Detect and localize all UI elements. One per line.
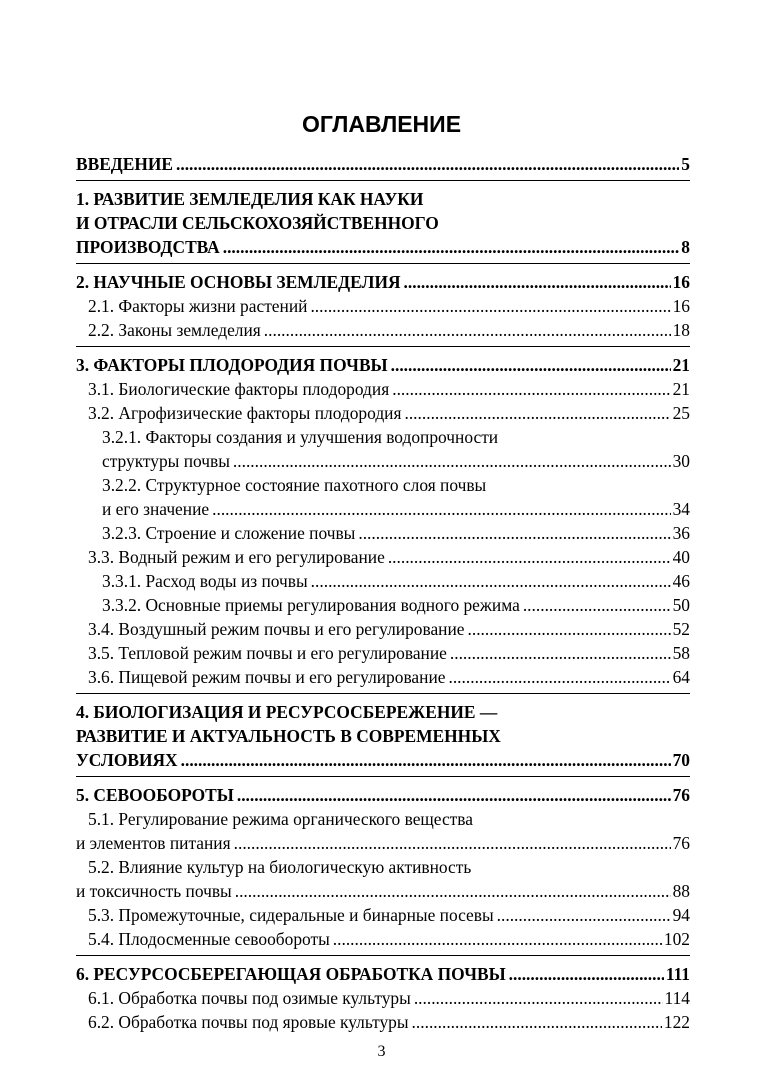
toc-entry-row: [102, 569, 690, 593]
section-divider: [76, 263, 690, 264]
toc-entry: [76, 962, 690, 986]
toc-entry: [76, 855, 690, 903]
toc-entry-row: [76, 879, 690, 903]
dot-leader: [310, 294, 670, 318]
toc-page-number: 30: [672, 451, 690, 471]
dot-leader: [358, 521, 670, 545]
toc-entry-row: [102, 593, 690, 617]
toc-entry: [102, 569, 690, 593]
toc-entry-title: УСЛОВИЯХ: [76, 750, 178, 770]
toc-entry: [76, 807, 690, 855]
dot-leader: [223, 235, 680, 259]
toc-entry-title: 3.2. Агрофизические факторы плодородия: [88, 403, 402, 423]
toc-page-number: 76: [672, 833, 690, 853]
dot-leader: [404, 270, 671, 294]
toc-entry-row: [88, 903, 690, 927]
dot-leader: [212, 497, 670, 521]
toc-entry-title: 3.2.3. Строение и сложение почвы: [102, 523, 356, 543]
toc-entry-title: 3.3. Водный режим и его регулирование: [88, 547, 385, 567]
toc-entry-row: [76, 235, 690, 259]
toc-entry-title: 6.1. Обработка почвы под озимые культуры: [88, 988, 411, 1008]
toc-entry: [88, 617, 690, 641]
toc-entry-title-line: РАЗВИТИЕ И АКТУАЛЬНОСТЬ В СОВРЕМЕННЫХ: [76, 726, 501, 746]
toc-entry-title: 3.1. Биологические факторы плодородия: [88, 379, 390, 399]
dot-leader: [497, 903, 671, 927]
toc-entry: [76, 353, 690, 377]
toc-entry-title-line: 5.2. Влияние культур на биологическую активность: [88, 857, 472, 877]
dot-leader: [234, 831, 671, 855]
toc-page-number: 64: [672, 667, 690, 687]
dot-leader: [448, 665, 670, 689]
toc-entry: [88, 294, 690, 318]
toc-entry-title: 2. НАУЧНЫЕ ОСНОВЫ ЗЕМЛЕДЕЛИЯ: [76, 272, 401, 292]
toc-page-number: 21: [672, 355, 690, 375]
toc-entry-title: 5. СЕВООБОРОТЫ: [76, 785, 234, 805]
toc-entry-title: и токсичность почвы: [76, 881, 232, 901]
toc-entry: [88, 1010, 690, 1034]
dot-leader: [235, 879, 671, 903]
toc-entry: [88, 545, 690, 569]
dot-leader: [391, 353, 671, 377]
toc-entry: [88, 318, 690, 342]
toc-entry-title: ВВЕДЕНИЕ: [76, 154, 174, 174]
toc-entry-title: 3. ФАКТОРЫ ПЛОДОРОДИЯ ПОЧВЫ: [76, 355, 388, 375]
toc-entry-title-line: 3.2.2. Структурное состояние пахотного слоя почвы: [102, 475, 487, 495]
toc-page-number: 36: [672, 523, 690, 543]
dot-leader: [450, 641, 671, 665]
toc-page-number: 102: [663, 929, 690, 949]
toc-entry-row: [88, 294, 690, 318]
toc-entry-title: 2.2. Законы земледелия: [88, 320, 261, 340]
toc-entry: [88, 377, 690, 401]
dot-leader: [404, 401, 670, 425]
toc-entry-title: 3.3.2. Основные приемы регулирования водного режима: [102, 595, 520, 615]
toc-entry-row: [76, 353, 690, 377]
toc-entry-title: ПРОИЗВОДСТВА: [76, 237, 220, 257]
toc-entry-row: [88, 318, 690, 342]
dot-leader: [237, 783, 671, 807]
section-divider: [76, 346, 690, 347]
toc-page-number: 25: [672, 403, 690, 423]
toc-entry: [102, 425, 690, 473]
toc-entry-row: [76, 831, 690, 855]
dot-leader: [333, 927, 662, 951]
dot-leader: [468, 617, 671, 641]
toc-entry-row: [88, 1010, 690, 1034]
toc-page-number: 50: [672, 595, 690, 615]
toc-entry-row: [76, 748, 690, 772]
table-of-contents: [76, 152, 690, 1034]
toc-entry-title-line: 5.1. Регулирование режима органического вещества: [88, 809, 473, 829]
toc-page-number: 46: [672, 571, 690, 591]
toc-entry-row: [102, 449, 690, 473]
toc-entry-title: 2.1. Факторы жизни растений: [88, 296, 308, 316]
toc-entry-title: 5.4. Плодосменные севообороты: [88, 929, 330, 949]
toc-entry-title: 3.5. Тепловой режим почвы и его регулирование: [88, 643, 447, 663]
toc-page-number: 8: [681, 237, 690, 257]
toc-entry: [88, 401, 690, 425]
toc-page-number: 18: [672, 320, 690, 340]
toc-entry: [102, 473, 690, 521]
dot-leader: [388, 545, 671, 569]
toc-entry-row: [88, 641, 690, 665]
dot-leader: [233, 449, 671, 473]
toc-entry-row: [76, 270, 690, 294]
toc-entry-row: [76, 962, 690, 986]
toc-entry: [76, 152, 690, 176]
toc-entry: [88, 927, 690, 951]
toc-entry-title: 5.3. Промежуточные, сидеральные и бинарные посевы: [88, 905, 494, 925]
toc-entry-title: и элементов питания: [76, 833, 231, 853]
toc-entry: [88, 986, 690, 1010]
toc-page-number: 16: [672, 272, 690, 292]
toc-entry: [102, 593, 690, 617]
toc-entry-title: 3.6. Пищевой режим почвы и его регулирование: [88, 667, 446, 687]
toc-entry: [88, 665, 690, 689]
toc-entry-row: [88, 401, 690, 425]
dot-leader: [414, 986, 663, 1010]
toc-page-number: 88: [672, 881, 690, 901]
toc-page-number: 111: [665, 964, 690, 984]
toc-page-number: 94: [672, 905, 690, 925]
dot-leader: [509, 962, 664, 986]
toc-entry: [76, 270, 690, 294]
page-title: ОГЛАВЛЕНИЕ: [301, 111, 462, 137]
toc-entry-title-line: 1. РАЗВИТИЕ ЗЕМЛЕДЕЛИЯ КАК НАУКИ: [76, 189, 424, 209]
toc-page-number: 76: [672, 785, 690, 805]
toc-page-number: 34: [672, 499, 690, 519]
dot-leader: [523, 593, 671, 617]
toc-entry-row: [88, 617, 690, 641]
toc-entry-title: 6. РЕСУРСОСБЕРЕГАЮЩАЯ ОБРАБОТКА ПОЧВЫ: [76, 964, 506, 984]
toc-entry-title-line: 3.2.1. Факторы создания и улучшения водопрочности: [102, 427, 499, 447]
dot-leader: [264, 318, 671, 342]
toc-entry-title: 3.4. Воздушный режим почвы и его регулирование: [88, 619, 465, 639]
section-divider: [76, 693, 690, 694]
dot-leader: [392, 377, 670, 401]
toc-entry-row: [88, 665, 690, 689]
toc-page-number: 122: [663, 1012, 690, 1032]
toc-entry: [76, 700, 690, 772]
toc-entry: [88, 903, 690, 927]
toc-page-number: 21: [672, 379, 690, 399]
toc-entry-title: 3.3.1. Расход воды из почвы: [102, 571, 308, 591]
toc-entry: [88, 641, 690, 665]
toc-page-number: 40: [672, 547, 690, 567]
toc-page-number: 70: [672, 750, 690, 770]
section-divider: [76, 955, 690, 956]
dot-leader: [176, 152, 679, 176]
toc-entry-title: структуры почвы: [102, 451, 230, 471]
dot-leader: [412, 1010, 662, 1034]
toc-entry-row: [102, 521, 690, 545]
toc-entry: [76, 783, 690, 807]
toc-entry-title-line: 4. БИОЛОГИЗАЦИЯ И РЕСУРСОСБЕРЕЖЕНИЕ —: [76, 702, 498, 722]
dot-leader: [311, 569, 671, 593]
toc-page-number: 58: [672, 643, 690, 663]
toc-entry-title: и его значение: [102, 499, 210, 519]
dot-leader: [181, 748, 671, 772]
toc-entry: [76, 187, 690, 259]
toc-entry-row: [88, 927, 690, 951]
toc-entry-row: [76, 152, 690, 176]
toc-entry-row: [88, 986, 690, 1010]
toc-entry-title: 6.2. Обработка почвы под яровые культуры: [88, 1012, 409, 1032]
section-divider: [76, 776, 690, 777]
section-divider: [76, 180, 690, 181]
toc-entry: [102, 521, 690, 545]
toc-entry-row: [76, 783, 690, 807]
toc-entry-row: [88, 545, 690, 569]
toc-entry-row: [102, 497, 690, 521]
toc-entry-title-line: И ОТРАСЛИ СЕЛЬСКОХОЗЯЙСТВЕННОГО: [76, 213, 439, 233]
toc-page-number: 16: [672, 296, 690, 316]
toc-page-number: 5: [681, 154, 690, 174]
toc-page-number: 114: [664, 988, 690, 1008]
toc-page-number: 52: [672, 619, 690, 639]
toc-entry-row: [88, 377, 690, 401]
page-number: 3: [377, 1043, 386, 1060]
